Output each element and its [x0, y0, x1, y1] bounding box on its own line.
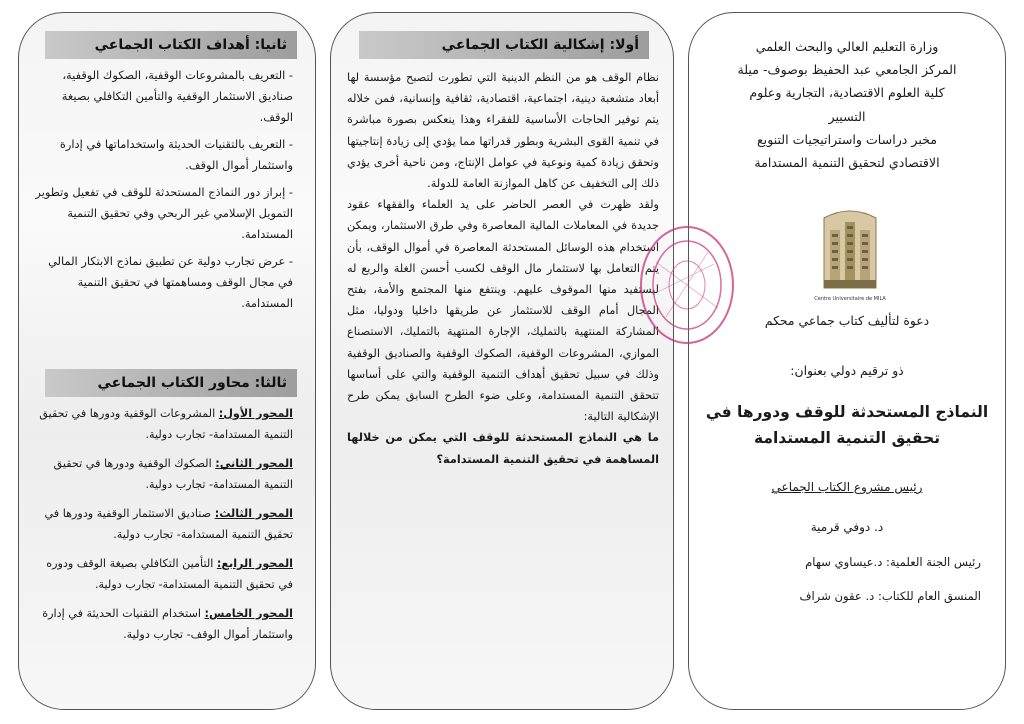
- project-head-label: رئيس مشروع الكتاب الجماعي: [771, 480, 923, 494]
- book-title-line-1: النماذج المستحدثة للوقف ودورها في: [705, 403, 989, 421]
- axis-label: المحور الثاني:: [215, 457, 293, 470]
- axis-text: المشروعات الوقفية ودورها في تحقيق التنمية المستدامة- تجارب دولية.: [39, 407, 293, 441]
- problem-body: [347, 67, 659, 470]
- axis-item: [31, 553, 293, 595]
- book-title-line-2: تحقيق التنمية المستدامة: [753, 429, 941, 447]
- committee-head: رئيس الجنة العلمية: د.عيساوي سهام: [805, 555, 981, 569]
- goals-list: [33, 65, 293, 320]
- axis-text: الصكوك الوقفية ودورها في تحقيق التنمية المستدامة- تجارب دولية.: [53, 457, 293, 491]
- institution-block: [705, 35, 989, 174]
- goal-item: - عرض تجارب دولية عن تطبيق نماذج الابتكار المالي في مجال الوقف ومساهمتها في تحقيق التنمية المستدامة.: [48, 254, 293, 310]
- project-head-name: د. دوفي قرمية: [810, 520, 884, 534]
- problem-paragraph-1: نظام الوقف هو من النظم الدينية التي تطورت لتصبح مؤسسة لها أبعاد متشعبة دينية، اجتماعية، اقتصادية، ثقافية وإنسانية، فمن خلاله يتم توفير الحاجات الأساسية للفقراء وهذا ينعكس بصورة مباشرة في تنمية القوى البشرية وبطور قدراتها مما يؤدي إلى زيادة إنتاجيتها وتحقق زيادة كمية ونوعية في عوامل الإنتاج، ومن ناحية أخرى يؤدي ذلك إلى التخفيف عن كاهل الموازنة العامة للدولة.: [347, 71, 659, 191]
- university-logo-icon: [814, 208, 886, 306]
- institution-line: كلية العلوم الاقتصادية، التجارية وعلوم: [749, 85, 945, 101]
- axis-label: المحور الرابع:: [216, 557, 293, 570]
- axis-text: التأمين التكافلي بصيغة الوقف ودوره في تحقيق التنمية المستدامة- تجارب دولية.: [46, 557, 293, 591]
- axis-item: [31, 603, 293, 645]
- problem-heading: أولا: إشكالية الكتاب الجماعي: [359, 31, 649, 59]
- book-title: [699, 399, 995, 451]
- axis-item: [31, 403, 293, 445]
- axis-item: [31, 453, 293, 495]
- goal-item: - التعريف بالتقنيات الحديثة واستخداماتها في إدارة واستثمار أموال الوقف.: [59, 137, 293, 172]
- axes-heading: ثالثا: محاور الكتاب الجماعي: [45, 369, 297, 397]
- institution-line: التسيير: [828, 108, 866, 124]
- axis-label: المحور الثالث:: [214, 507, 293, 520]
- axes-list: [31, 403, 293, 653]
- goal-item: - التعريف بالمشروعات الوقفية، الصكوك الوقفية، صناديق الاستثمار الوقفية والتأمين التكافلي بصيغة الوقف.: [61, 68, 293, 124]
- institution-line: الاقتصادي لتحقيق التنمية المستدامة: [754, 155, 940, 171]
- axis-text: استخدام التقنيات الحديثة في إدارة واستثمار أموال الوقف- تجارب دولية.: [42, 607, 293, 641]
- invitation: دعوة لتأليف كتاب جماعي محكم: [764, 313, 930, 328]
- problem-question: ما هي النماذج المستحدثة للوقف التي يمكن من خلالها المساهمة في تحقيق التنمية المستدامة؟: [347, 431, 659, 466]
- general-coordinator: المنسق العام للكتاب: د. عقون شراف: [799, 589, 981, 603]
- left-panel: [18, 12, 316, 710]
- isbn-line: ذو ترقيم دولي بعنوان:: [790, 363, 904, 378]
- logo-caption: Centre Universitaire de MILA: [814, 296, 886, 302]
- goal-item: - إبراز دور النماذج المستحدثة للوقف في تفعيل وتطوير التمويل الإسلامي غير الربحي وفي تحقيق التنمية المستدامة.: [35, 185, 293, 241]
- problem-paragraph-2: ولقد ظهرت في العصر الحاضر على يد العلماء والفقهاء عقود جديدة في المعاملات المالية المعاصرة وفي طرق الاستثمار، ويمكن استخدام هذه الوسائل المستحدثة المعاصرة في أموال الوقف، بأن يتم التعامل بها لاستثمار مال الوقف لكسب أحسن الغلة والربع له ليستفيد منها الموقوف عليهم. وينتفع منها المجتمع والأمة، بفتح المجال أمام الوقف للاستثمار عن طريقها داخليا ودوليا، مثل المشاركة المنتهية بالتمليك، الإجارة المنتهية بالتمليك، الاستصناع الموازي، المشروعات الوقفية، الصكوك الوقفية والصناديق الوقفية وذلك في سبيل تحقيق أهداف التنمية الوقفية والتي على أساسها تتحقق التنمية المستدامة، وعلى ضوء الطرح السابق يمكن طرح الإشكالية التالية:: [347, 198, 659, 424]
- institution-line: وزارة التعليم العالي والبحث العلمي: [755, 39, 939, 54]
- goals-heading: ثانيا: أهداف الكتاب الجماعي: [45, 31, 297, 59]
- right-panel: [688, 12, 1006, 710]
- axis-label: المحور الأول:: [218, 407, 293, 420]
- institution-line: مخبر دراسات واستراتيجيات التنويع: [756, 131, 938, 147]
- middle-panel: [330, 12, 674, 710]
- axis-text: صناديق الاستثمار الوقفية ودورها في تحقيق التنمية المستدامة- تجارب دولية.: [44, 507, 293, 541]
- institution-line: المركز الجامعي عبد الحفيظ بوصوف- ميلة: [737, 62, 957, 78]
- axis-label: المحور الخامس:: [204, 607, 293, 620]
- axis-item: [31, 503, 293, 545]
